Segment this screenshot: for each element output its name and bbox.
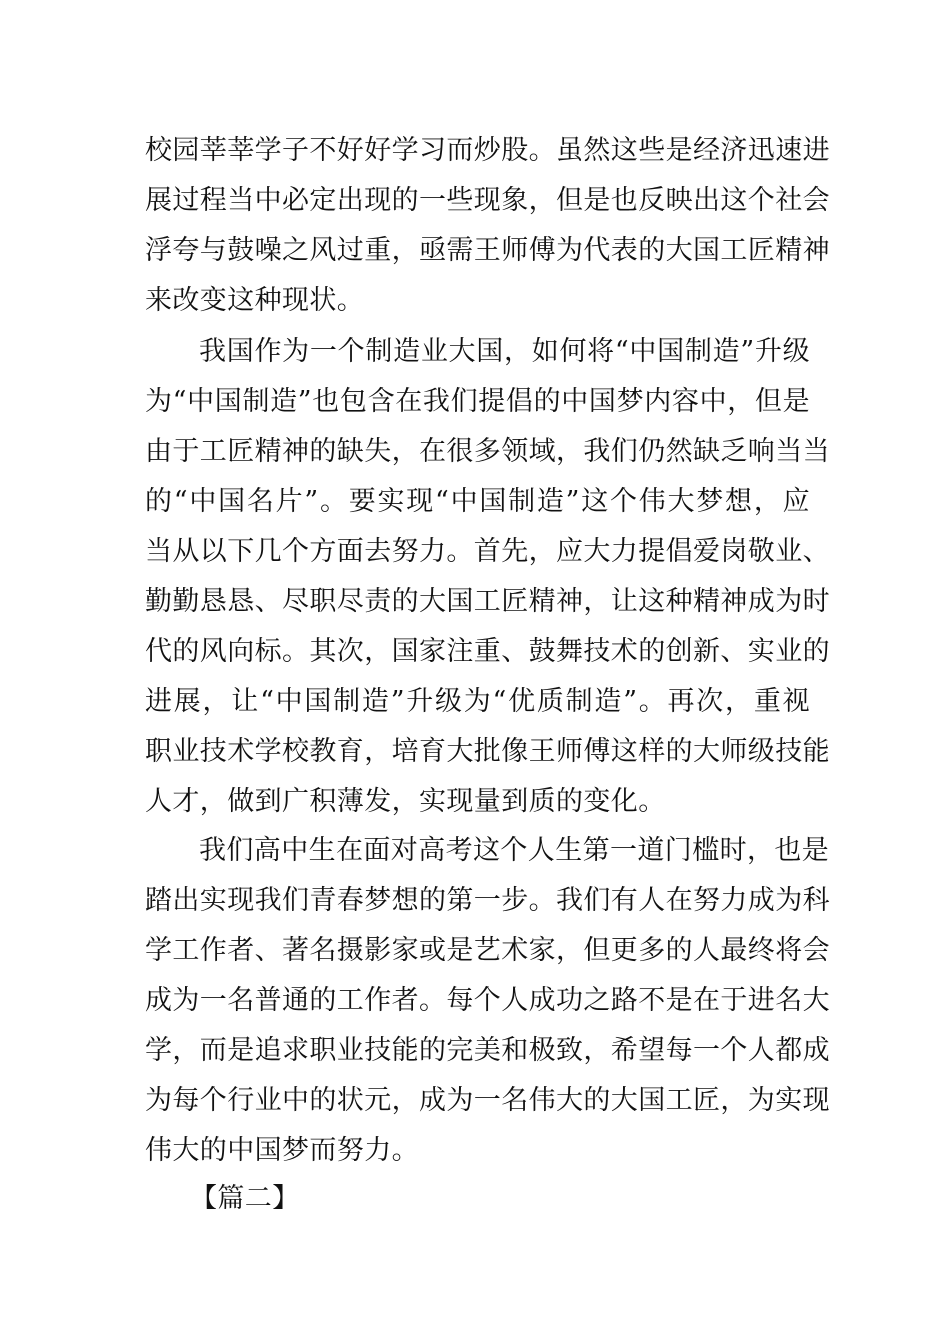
paragraph-line: 进展，让“中国制造”升级为“优质制造”。再次，重视 (145, 686, 810, 717)
paragraph-line: 伟大的中国梦而努力。 (145, 1135, 419, 1166)
paragraph-3 (145, 826, 830, 1176)
section-heading (190, 1174, 300, 1224)
paragraph-line: 我国作为一个制造业大国，如何将“中国制造”升级 (199, 336, 810, 367)
paragraph-line: 我们高中生在面对高考这个人生第一道门槛时，也是 (199, 835, 830, 866)
paragraph-line: 的“中国名片”。要实现“中国制造”这个伟大梦想，应 (145, 486, 810, 517)
paragraph-line: 成为一名普通的工作者。每个人成功之路不是在于进名大 (145, 985, 830, 1016)
paragraph-line: 为每个行业中的状元，成为一名伟大的大国工匠，为实现 (145, 1085, 830, 1116)
paragraph-line: 展过程当中必定出现的一些现象，但是也反映出这个社会 (145, 185, 830, 216)
paragraph-1 (145, 126, 830, 326)
paragraph-line: 职业技术学校教育，培育大批像王师傅这样的大师级技能 (145, 736, 830, 767)
paragraph-line: 学，而是追求职业技能的完美和极致，希望每一个人都成 (145, 1035, 830, 1066)
paragraph-line: 当从以下几个方面去努力。首先，应大力提倡爱岗敬业、 (145, 536, 830, 567)
section-heading-text: 【篇二】 (190, 1183, 300, 1214)
paragraph-line: 为“中国制造”也包含在我们提倡的中国梦内容中，但是 (145, 386, 810, 417)
paragraph-line: 踏出实现我们青春梦想的第一步。我们有人在努力成为科 (145, 885, 830, 916)
paragraph-line: 浮夸与鼓噪之风过重，亟需王师傅为代表的大国工匠精神 (145, 235, 830, 266)
paragraph-line: 勤勤恳恳、尽职尽责的大国工匠精神，让这种精神成为时 (145, 586, 830, 617)
paragraph-2 (145, 327, 830, 827)
paragraph-line: 代的风向标。其次，国家注重、鼓舞技术的创新、实业的 (145, 636, 830, 667)
paragraph-line: 校园莘莘学子不好好学习而炒股。虽然这些是经济迅速进 (145, 135, 830, 166)
paragraph-line: 人才，做到广积薄发，实现量到质的变化。 (145, 786, 666, 817)
paragraph-line: 由于工匠精神的缺失，在很多领域，我们仍然缺乏响当当 (145, 436, 830, 467)
paragraph-line: 来改变这种现状。 (145, 285, 365, 316)
paragraph-line: 学工作者、著名摄影家或是艺术家，但更多的人最终将会 (145, 935, 830, 966)
